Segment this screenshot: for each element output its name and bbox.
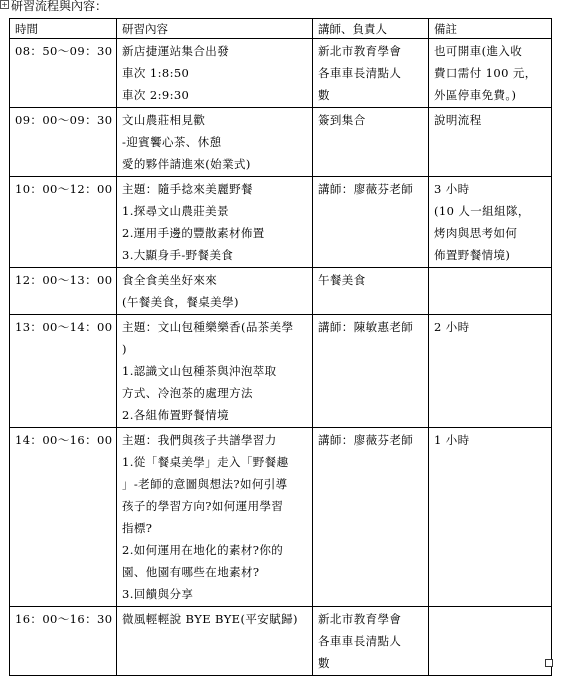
content-line: 3.大顯身手-野餐美食 — [122, 248, 234, 262]
cell-note — [429, 428, 552, 607]
content-line: 指標? — [122, 521, 153, 535]
schedule-table — [9, 18, 552, 676]
content-line: 新店捷運站集合出發 — [122, 44, 230, 58]
cell-time — [10, 315, 117, 428]
content-line: 園、他園有哪些在地素材? — [122, 565, 260, 579]
cell-note — [429, 268, 552, 315]
content-line: 愛的夥伴請進來(始業式) — [122, 157, 251, 171]
content-line: 食全食美坐好來來 — [122, 273, 218, 287]
cell-note — [429, 108, 552, 177]
cell-content — [117, 315, 313, 428]
header-time: 時間 — [10, 19, 117, 39]
table-row — [10, 607, 552, 676]
cell-lecturer — [313, 607, 429, 676]
cell-content — [117, 268, 313, 315]
lecturer-line: 數 — [318, 88, 330, 102]
content-line: ) — [122, 342, 127, 356]
cell-lecturer — [313, 39, 429, 108]
cell-note — [429, 607, 552, 676]
content-line: 主題：隨手捻來美麗野餐 — [122, 182, 253, 196]
table-resize-handle[interactable] — [545, 659, 553, 667]
table-row — [10, 108, 552, 177]
content-line: 2.如何運用在地化的素材?你的 — [122, 543, 284, 557]
time-text: 16：00～16：30 — [15, 612, 113, 626]
cell-time — [10, 39, 117, 108]
document-title: 研習流程與內容： — [11, 0, 108, 13]
time-text: 10：00～12：00 — [15, 182, 113, 196]
table-header-row — [10, 19, 552, 39]
note-line: 費口需付 100 元， — [434, 66, 537, 80]
lecturer-line: 各車車長清點人 — [318, 66, 402, 80]
content-line: 車次 2:9:30 — [122, 88, 190, 102]
note-line: 2 小時 — [434, 320, 470, 334]
cell-lecturer — [313, 428, 429, 607]
time-text: 09：00～09：30 — [15, 113, 113, 127]
content-line: 主題：文山包種樂樂香(品茶美學 — [122, 320, 294, 334]
table-move-handle-icon[interactable]: + — [1, 0, 8, 9]
lecturer-line: 簽到集合 — [318, 113, 366, 127]
cell-time — [10, 108, 117, 177]
content-line: 文山農莊相見歡 — [122, 113, 206, 127]
lecturer-line: 數 — [318, 656, 330, 670]
cell-content — [117, 428, 313, 607]
cell-content — [117, 39, 313, 108]
header-note: 備註 — [429, 19, 552, 39]
lecturer-line: 午餐美食 — [318, 273, 366, 287]
note-line: 佈置野餐情境) — [434, 248, 511, 262]
content-line: 車次 1:8:50 — [122, 66, 190, 80]
table-row — [10, 268, 552, 315]
note-line: 烤肉與思考如何 — [434, 226, 518, 240]
note-line: 說明流程 — [434, 113, 482, 127]
cell-lecturer — [313, 315, 429, 428]
lecturer-line: 新北市教育學會 — [318, 612, 402, 626]
content-line: 」-老師的意圖與想法?如何引導 — [122, 477, 288, 491]
table-row — [10, 428, 552, 607]
content-line: 1.探尋文山農莊美景 — [122, 204, 229, 218]
note-line: 外區停車免費。) — [434, 88, 517, 102]
note-line: 1 小時 — [434, 433, 470, 447]
lecturer-line: 各車車長清點人 — [318, 634, 402, 648]
note-line: 也可開車(進入收 — [434, 44, 523, 58]
table-row — [10, 315, 552, 428]
content-line: 3.回饋與分享 — [122, 587, 194, 601]
time-text: 13：00～14：00 — [15, 320, 113, 334]
lecturer-line: 講師：廖薇芬老師 — [318, 433, 414, 447]
content-line: 主題：我們與孩子共譜學習力 — [122, 433, 277, 447]
cell-note — [429, 177, 552, 268]
time-text: 14：00～16：00 — [15, 433, 113, 447]
cell-time — [10, 177, 117, 268]
cell-time — [10, 268, 117, 315]
time-text: 12：00～13：00 — [15, 273, 113, 287]
lecturer-line: 新北市教育學會 — [318, 44, 402, 58]
cell-lecturer — [313, 268, 429, 315]
lecturer-line: 講師：陳敏惠老師 — [318, 320, 414, 334]
time-text: 08：50～09：30 — [15, 44, 113, 58]
table-row — [10, 177, 552, 268]
content-line: (午餐美食，餐桌美學) — [122, 295, 239, 309]
content-line: -迎賓饗心茶、休憩 — [122, 135, 222, 149]
content-line: 方式、冷泡茶的處理方法 — [122, 386, 253, 400]
header-lecturer: 講師、負責人 — [313, 19, 429, 39]
cell-note — [429, 315, 552, 428]
note-line: (10 人一組組隊， — [434, 204, 530, 218]
content-line: 孩子的學習方向?如何運用學習 — [122, 499, 284, 513]
cell-note — [429, 39, 552, 108]
table-row — [10, 39, 552, 108]
note-line: 3 小時 — [434, 182, 470, 196]
content-line: 1.認識文山包種茶與沖泡萃取 — [122, 364, 277, 378]
content-line: 2.運用手邊的豐散素材佈置 — [122, 226, 265, 240]
cell-lecturer — [313, 177, 429, 268]
cell-content — [117, 177, 313, 268]
content-line: 1.從「餐桌美學」走入「野餐趣 — [122, 455, 289, 469]
cell-content — [117, 607, 313, 676]
cell-lecturer — [313, 108, 429, 177]
lecturer-line: 講師：廖薇芬老師 — [318, 182, 414, 196]
header-content: 研習內容 — [117, 19, 313, 39]
cell-time — [10, 428, 117, 607]
content-line: 微風輕輕說 BYE BYE(平安賦歸) — [122, 612, 298, 626]
cell-content — [117, 108, 313, 177]
content-line: 2.各組佈置野餐情境 — [122, 408, 229, 422]
cell-time — [10, 607, 117, 676]
